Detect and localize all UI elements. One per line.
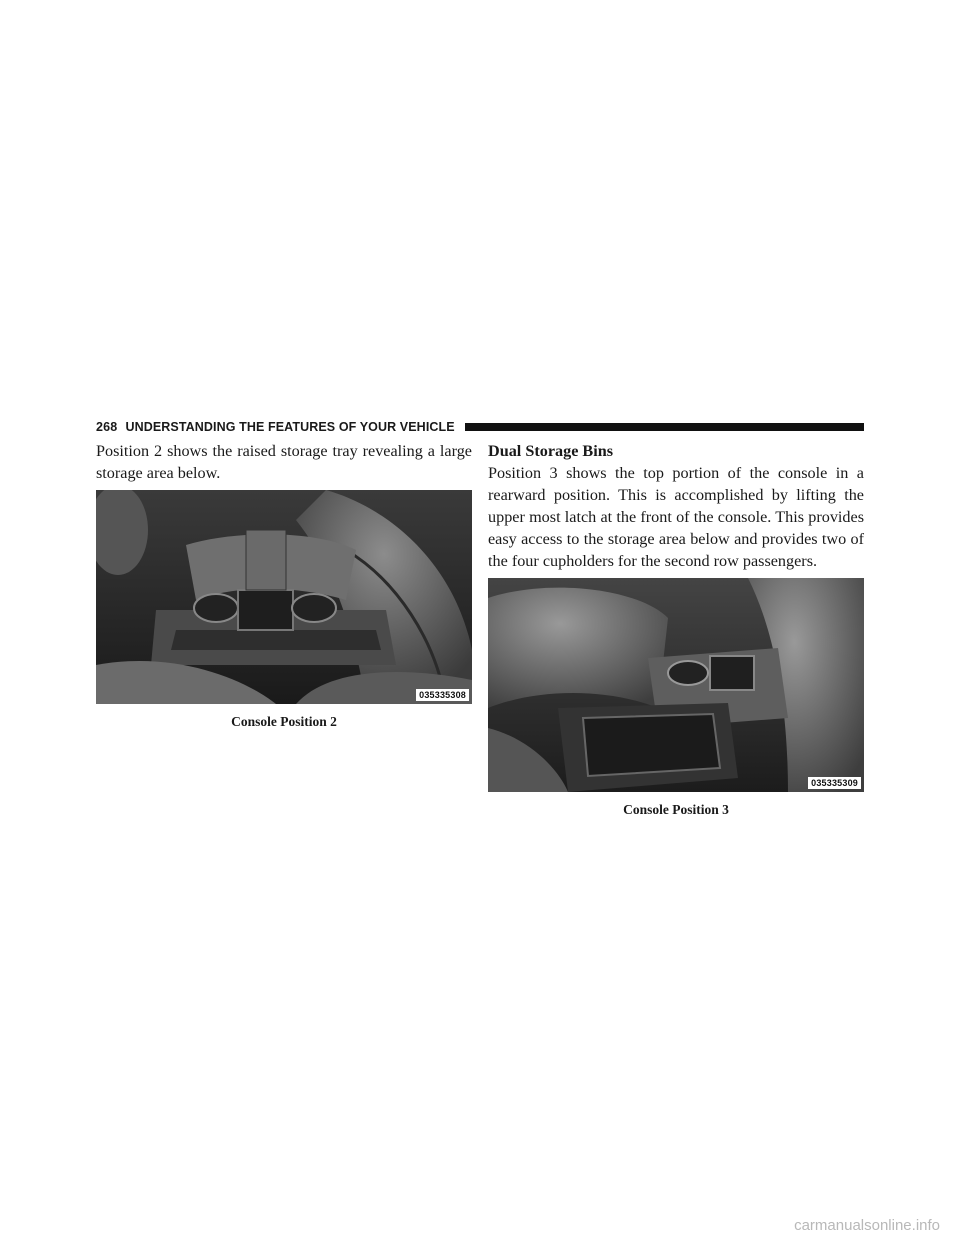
page-number: 268 — [96, 420, 118, 434]
site-watermark[interactable]: carmanualsonline.info — [794, 1217, 940, 1234]
right-column — [488, 440, 864, 818]
left-column — [96, 440, 472, 730]
console-position-3-image — [488, 578, 864, 792]
figure-caption: Console Position 3 — [623, 802, 729, 817]
image-code-label: 035335308 — [416, 689, 469, 701]
figure-caption: Console Position 2 — [231, 714, 337, 729]
header-rule — [465, 423, 864, 431]
console-position-2-image — [96, 490, 472, 704]
body-paragraph: Position 3 shows the top portion of the console in a rearward position. This is accomplished by lifting the upper most latch at the front of the console. This provides easy access to the storage area below and provides two of the four cupholders for the second row passengers. — [488, 464, 864, 570]
section-title: UNDERSTANDING THE FEATURES OF YOUR VEHICLE — [125, 420, 455, 434]
section-heading: Dual Storage Bins — [488, 442, 614, 460]
body-paragraph: Position 2 shows the raised storage tray revealing a large storage area below. — [96, 442, 472, 482]
image-code-label: 035335309 — [808, 777, 861, 789]
page-header — [96, 419, 864, 435]
figure-console-position-2 — [96, 490, 472, 704]
figure-console-position-3 — [488, 578, 864, 792]
